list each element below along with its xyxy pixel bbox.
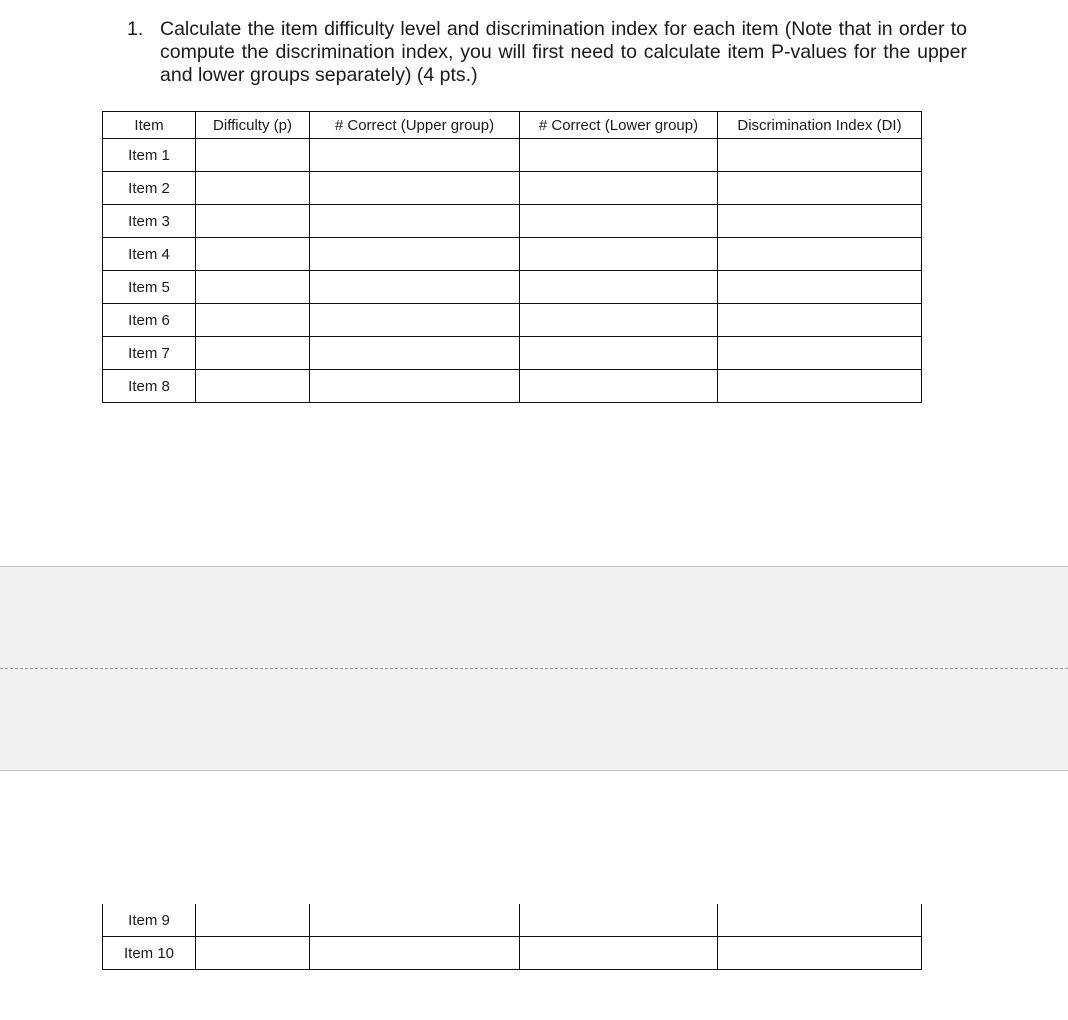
item-label: Item 1 [103, 139, 196, 172]
table-row [103, 238, 922, 271]
header-correct-upper: # Correct (Upper group) [310, 112, 520, 139]
correct-lower-cell[interactable] [520, 337, 718, 370]
difficulty-cell[interactable] [196, 937, 310, 970]
correct-upper-cell[interactable] [310, 172, 520, 205]
difficulty-cell[interactable] [196, 904, 310, 937]
correct-lower-cell[interactable] [520, 937, 718, 970]
correct-lower-cell[interactable] [520, 139, 718, 172]
item-label: Item 4 [103, 238, 196, 271]
header-item: Item [103, 112, 196, 139]
header-discrimination-index: Discrimination Index (DI) [718, 112, 922, 139]
correct-lower-cell[interactable] [520, 370, 718, 403]
correct-lower-cell[interactable] [520, 172, 718, 205]
table-row [103, 337, 922, 370]
table-header-row [103, 112, 922, 139]
item-label: Item 2 [103, 172, 196, 205]
correct-lower-cell[interactable] [520, 205, 718, 238]
correct-upper-cell[interactable] [310, 937, 520, 970]
correct-upper-cell[interactable] [310, 370, 520, 403]
question-text: Calculate the item difficulty level and discrimination index for each item (Note that in order to compute the discrimination index, you will first need to calculate item P-values for the upper and lower groups separately) (4 pts.) [160, 18, 967, 86]
discrimination-index-cell[interactable] [718, 337, 922, 370]
correct-upper-cell[interactable] [310, 271, 520, 304]
difficulty-cell[interactable] [196, 172, 310, 205]
discrimination-index-cell[interactable] [718, 238, 922, 271]
correct-lower-cell[interactable] [520, 904, 718, 937]
discrimination-index-cell[interactable] [718, 271, 922, 304]
correct-upper-cell[interactable] [310, 238, 520, 271]
correct-lower-cell[interactable] [520, 238, 718, 271]
question-1 [127, 18, 967, 87]
table-row [103, 904, 922, 937]
question-number: 1. [127, 18, 144, 40]
correct-lower-cell[interactable] [520, 271, 718, 304]
table-row [103, 205, 922, 238]
discrimination-index-cell[interactable] [718, 172, 922, 205]
difficulty-cell[interactable] [196, 304, 310, 337]
discrimination-index-cell[interactable] [718, 937, 922, 970]
difficulty-cell[interactable] [196, 139, 310, 172]
correct-upper-cell[interactable] [310, 304, 520, 337]
header-difficulty: Difficulty (p) [196, 112, 310, 139]
correct-upper-cell[interactable] [310, 205, 520, 238]
discrimination-index-cell[interactable] [718, 370, 922, 403]
correct-upper-cell[interactable] [310, 337, 520, 370]
discrimination-index-cell[interactable] [718, 904, 922, 937]
item-label: Item 3 [103, 205, 196, 238]
difficulty-cell[interactable] [196, 370, 310, 403]
table-row [103, 271, 922, 304]
table-row [103, 937, 922, 970]
item-label: Item 6 [103, 304, 196, 337]
table-row [103, 172, 922, 205]
correct-upper-cell[interactable] [310, 904, 520, 937]
item-label: Item 8 [103, 370, 196, 403]
discrimination-index-cell[interactable] [718, 139, 922, 172]
correct-lower-cell[interactable] [520, 304, 718, 337]
item-label: Item 9 [103, 904, 196, 937]
item-label: Item 7 [103, 337, 196, 370]
page-break [0, 566, 1068, 771]
table-row [103, 139, 922, 172]
item-analysis-table-continued [102, 904, 922, 970]
page-break-divider [0, 668, 1068, 669]
difficulty-cell[interactable] [196, 238, 310, 271]
difficulty-cell[interactable] [196, 337, 310, 370]
header-correct-lower: # Correct (Lower group) [520, 112, 718, 139]
item-analysis-table [102, 111, 922, 403]
difficulty-cell[interactable] [196, 271, 310, 304]
difficulty-cell[interactable] [196, 205, 310, 238]
table-row [103, 304, 922, 337]
correct-upper-cell[interactable] [310, 139, 520, 172]
item-label: Item 5 [103, 271, 196, 304]
table-row [103, 370, 922, 403]
discrimination-index-cell[interactable] [718, 304, 922, 337]
item-label: Item 10 [103, 937, 196, 970]
discrimination-index-cell[interactable] [718, 205, 922, 238]
